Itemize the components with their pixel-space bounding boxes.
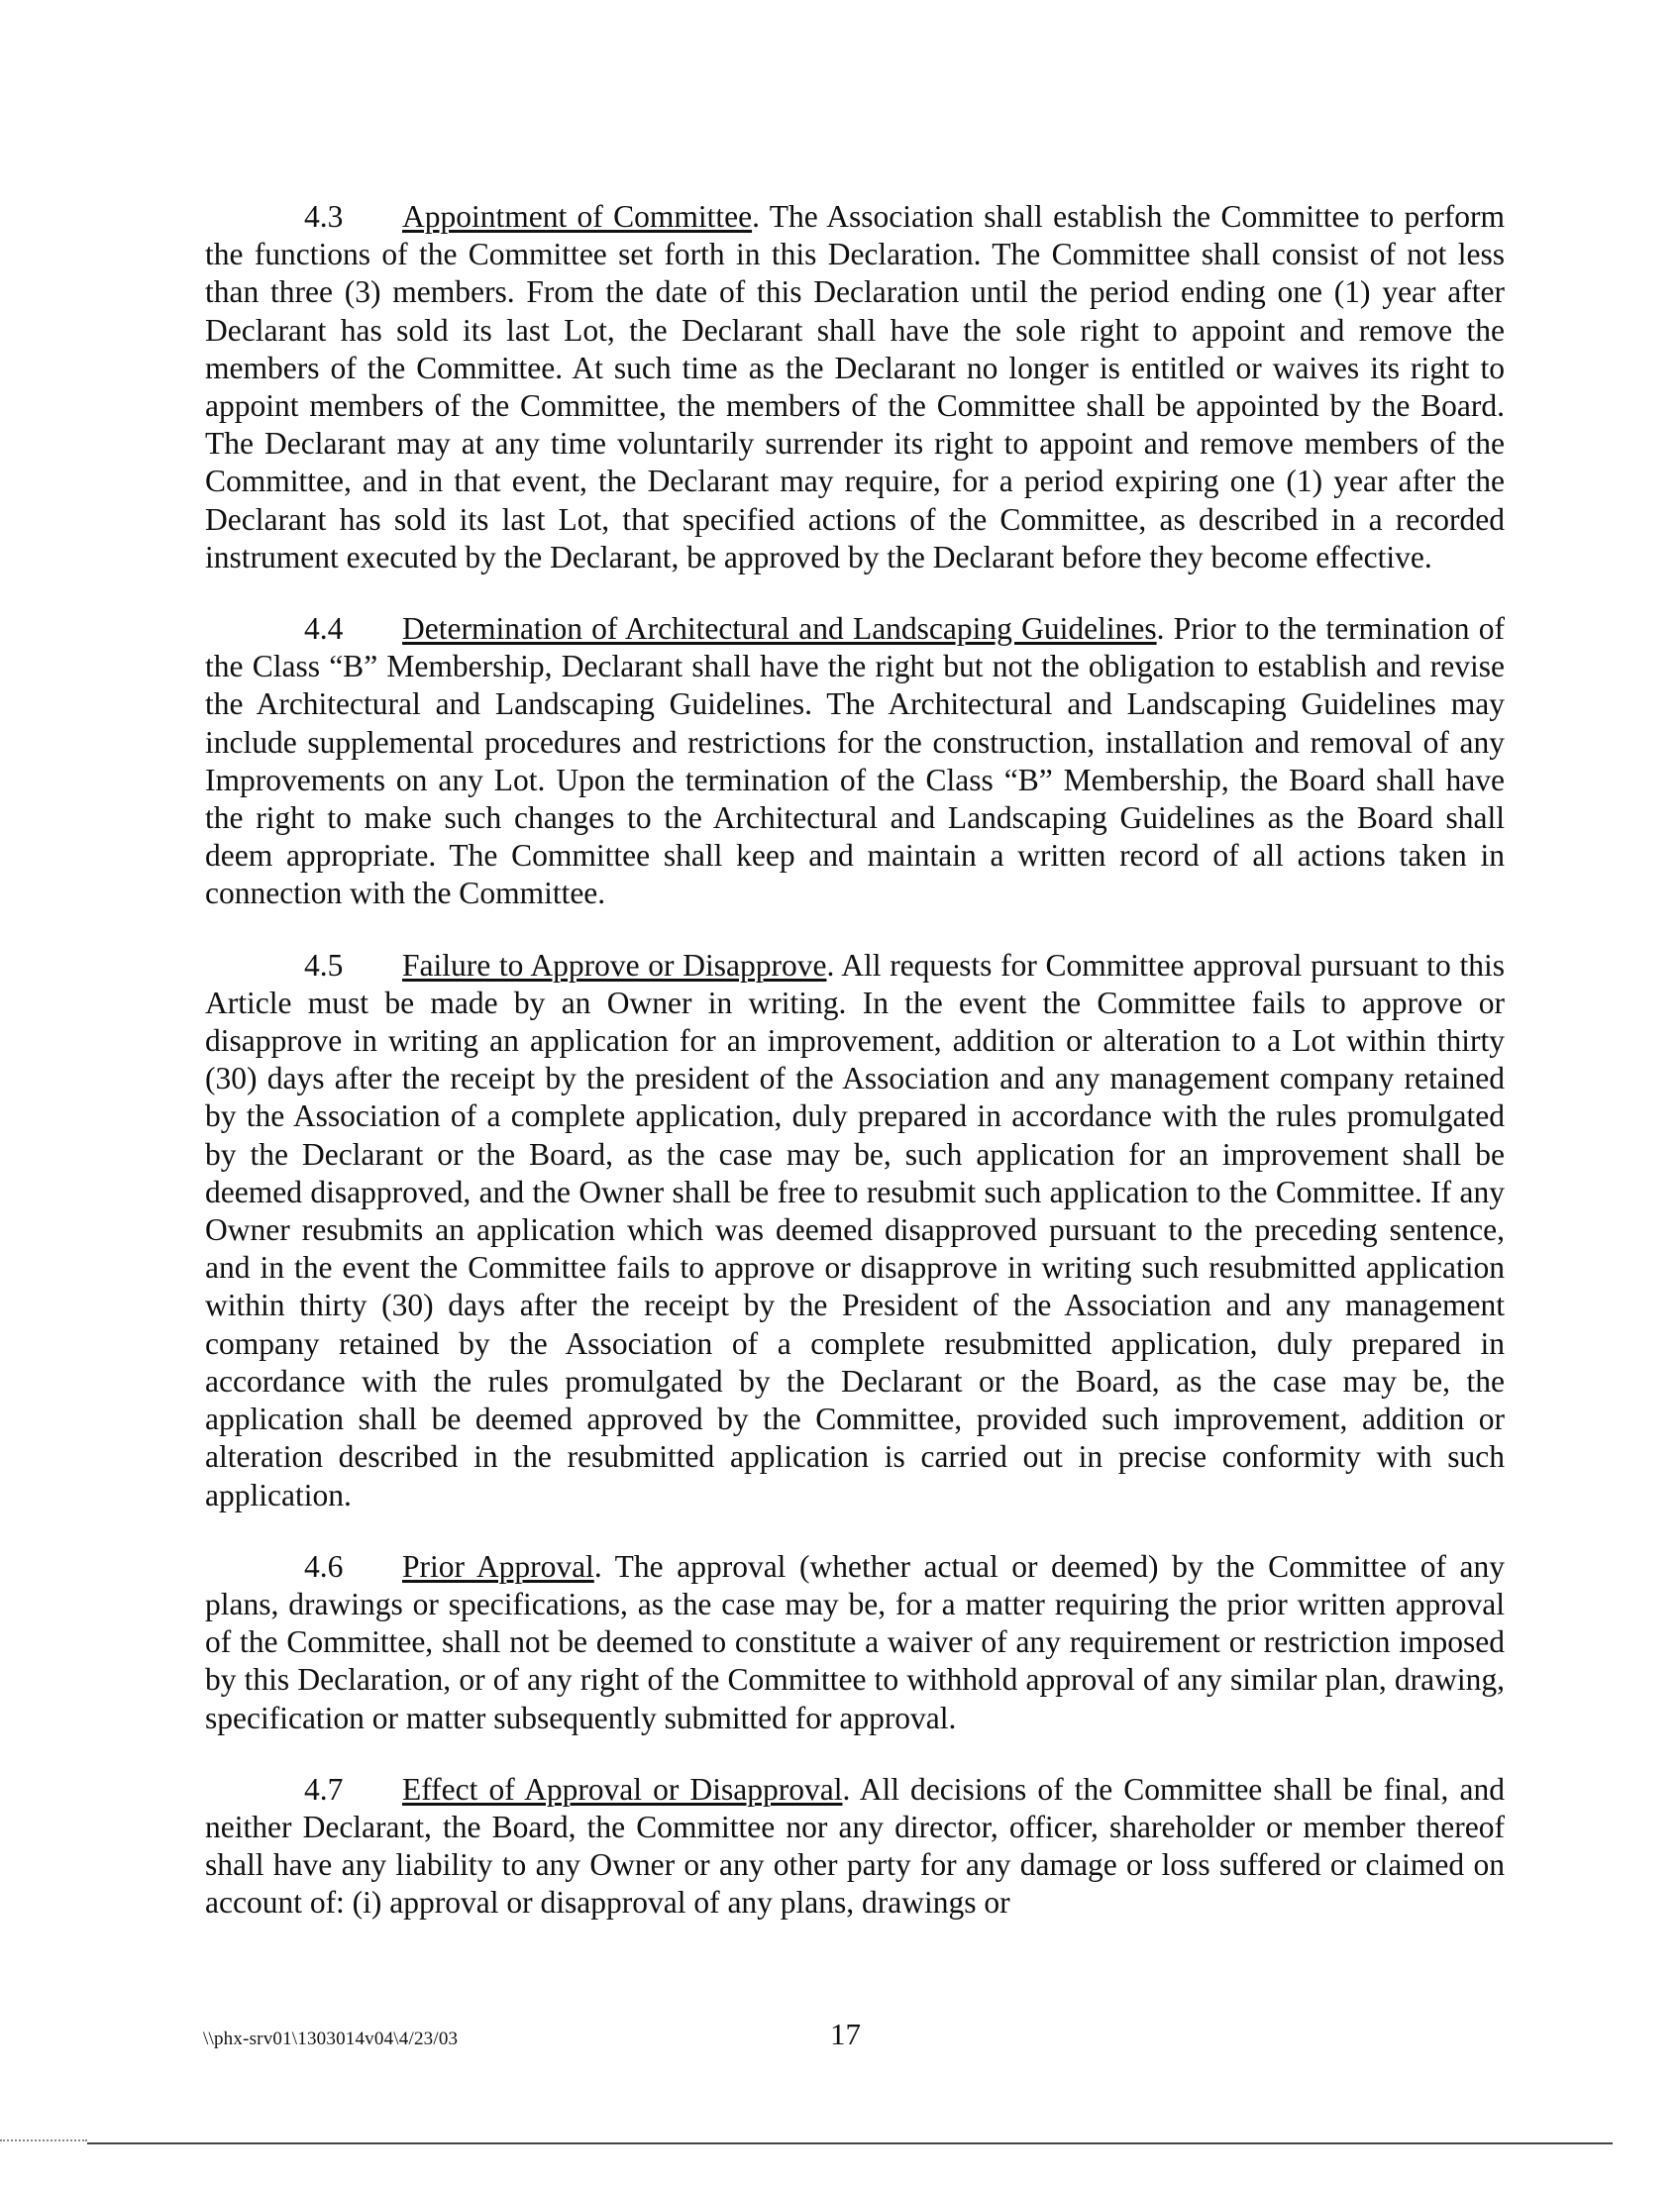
scan-edge-dots — [0, 2139, 87, 2141]
section-text: . Prior to the termination of the Class “B” Membership, Declarant shall have the right but not the obligation to establish and revise the Architectural and Landscaping Guidelines. The Architectural and Landscaping Guidelines may include supplemental procedures and restrictions for the construction, installation and removal of any Improvements on any Lot. Upon the termination of the Class “B” Membership, the Board shall have the right to make such changes to the Architectural and Landscaping Guidelines as the Board shall deem appropriate. The Committee shall keep and maintain a written record of all actions taken in connection with the Committee. — [205, 611, 1505, 911]
footer-document-path: \\phx-srv01\1303014v04\4/23/03 — [203, 2029, 459, 2049]
section-4-4 — [205, 610, 1505, 913]
document-body — [205, 198, 1505, 1956]
section-number: 4.3 — [304, 199, 344, 234]
section-number: 4.5 — [304, 947, 344, 983]
section-title: Appointment of Committee — [402, 199, 753, 234]
section-4-3 — [205, 198, 1505, 576]
section-4-5 — [205, 947, 1505, 1514]
section-title: Prior Approval — [402, 1548, 594, 1584]
section-number: 4.4 — [304, 611, 344, 647]
section-text: . The Association shall establish the Committee to perform the functions of the Committee set forth in this Declaration. The Committee shall consist of not less than three (3) members. From the date of this Declaration until the period ending one (1) year after Declarant has sold its last Lot, the Declarant shall have the sole right to appoint and remove the members of the Committee. At such time as the Declarant no longer is entitled or waives its right to appoint members of the Committee, the members of the Committee shall be appointed by the Board. The Declarant may at any time voluntarily surrender its right to appoint and remove members of the Committee, and in that event, the Declarant may require, for a period expiring one (1) year after the Declarant has sold its last Lot, that specified actions of the Committee, as described in a recorded instrument executed by the Declarant, be approved by the Declarant before they become effective. — [205, 199, 1506, 574]
section-title: Failure to Approve or Disapprove — [402, 947, 827, 983]
section-title: Effect of Approval or Disapproval — [402, 1771, 843, 1807]
section-number: 4.6 — [304, 1548, 344, 1584]
section-text: . The approval (whether actual or deemed) by the Committee of any plans, drawings or specifications, as the case may be, for a matter requiring the prior written approval of the Committee, shall not be deemed to constitute a waiver of any requirement or restriction imposed by this Declaration, or of any right of the Committee to withhold approval of any similar plan, drawing, specification or matter subsequently submitted for approval. — [205, 1548, 1506, 1735]
section-number: 4.7 — [304, 1771, 344, 1807]
scan-bottom-rule — [87, 2142, 1613, 2144]
section-text: . All decisions of the Committee shall be final, and neither Declarant, the Board, the Committee nor any director, officer, shareholder or member thereof shall have any liability to any Owner or any other party for any damage or loss suffered or claimed on account of: (i) approval or disapproval of any plans, drawings or — [205, 1771, 1505, 1921]
section-4-7 — [205, 1771, 1505, 1923]
section-text: . All requests for Committee approval pursuant to this Article must be made by an Owner in writing. In the event the Committee fails to approve or disapprove in writing an application for an improvement, addition or alteration to a Lot within thirty (30) days after the receipt by the president of the Association and any management company retained by the Association of a complete application, duly prepared in accordance with the rules promulgated by the Declarant or the Board, as the case may be, such application for an improvement shall be deemed disapproved, and the Owner shall be free to resubmit such application to the Committee. If any Owner resubmits an application which was deemed disapproved pursuant to the preceding sentence, and in the event the Committee fails to approve or disapprove in writing such resubmitted application within thirty (30) days after the receipt by the President of the Association and any management company retained by the Association of a complete resubmitted application, duly prepared in accordance with the rules promulgated by the Declarant or the Board, as the case may be, the application shall be deemed approved by the Committee, provided such improvement, addition or alteration described in the resubmitted application is carried out in precise conformity with such application. — [205, 947, 1505, 1512]
section-4-6 — [205, 1548, 1505, 1737]
page-number: 17 — [830, 2017, 861, 2051]
section-title: Determination of Architectural and Landscaping Guidelines — [402, 611, 1157, 647]
